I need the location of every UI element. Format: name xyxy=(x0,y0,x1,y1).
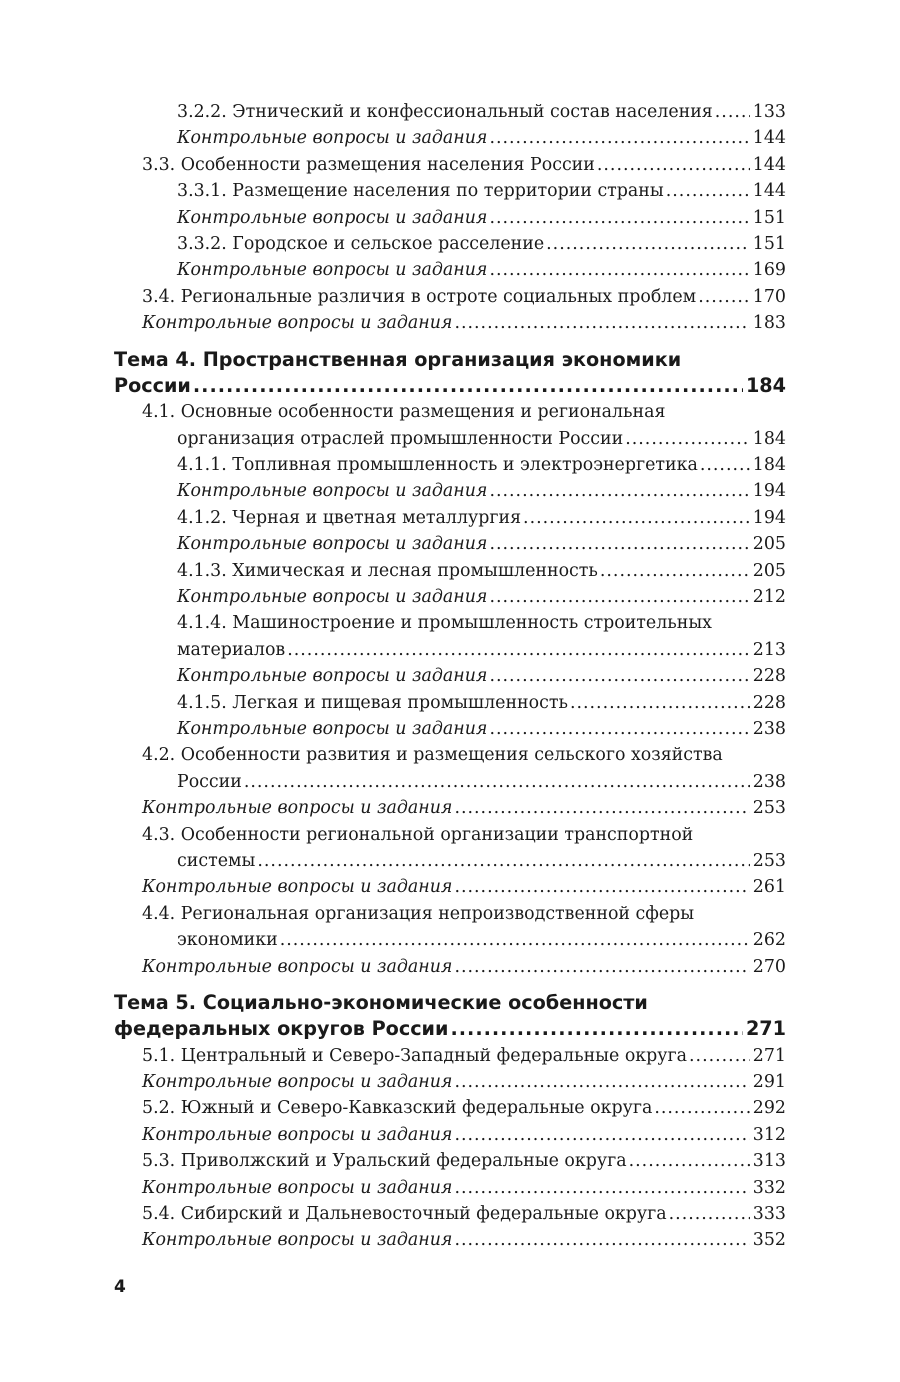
toc-entry-page: 333 xyxy=(752,1204,786,1225)
toc-entry-title: Контрольные вопросы и задания xyxy=(142,956,453,977)
toc-entry-title: 3.3.2. Городское и сельское расселение xyxy=(177,233,545,254)
toc-leader-dots xyxy=(454,874,749,900)
toc-entry-page: 184 xyxy=(745,373,786,397)
toc-entry-page: 205 xyxy=(752,534,786,555)
toc-topic-entry[interactable] xyxy=(114,990,786,1016)
toc-entry[interactable] xyxy=(177,452,786,478)
toc-leader-dots xyxy=(625,426,750,452)
toc-leader-dots xyxy=(666,178,750,204)
toc-leader-dots xyxy=(523,505,750,531)
toc-leader-dots xyxy=(193,373,743,399)
toc-entry[interactable] xyxy=(142,1043,786,1069)
toc-entry[interactable] xyxy=(177,769,786,795)
toc-topic-entry[interactable] xyxy=(114,347,786,373)
toc-entry-page: 144 xyxy=(752,154,786,175)
toc-leader-dots xyxy=(257,848,749,874)
toc-entry[interactable] xyxy=(142,1201,786,1227)
toc-leader-dots xyxy=(489,257,749,283)
toc-leader-dots xyxy=(287,637,750,663)
toc-leader-dots xyxy=(654,1095,749,1121)
toc-entry-title: Контрольные вопросы и задания xyxy=(142,313,453,334)
toc-entry[interactable] xyxy=(142,901,786,927)
toc-entry[interactable] xyxy=(142,822,786,848)
toc-entry-title: Контрольные вопросы и задания xyxy=(142,1177,453,1198)
toc-leader-dots xyxy=(454,954,749,980)
toc-entry-title: федеральных округов России xyxy=(114,1017,449,1041)
toc-entry-title: Тема 4. Пространственная организация экономики xyxy=(114,347,682,371)
toc-entry-title: системы xyxy=(177,850,256,871)
toc-entry[interactable] xyxy=(177,637,786,663)
toc-entry-page: 205 xyxy=(752,560,786,581)
toc-entry-title: 3.3.1. Размещение населения по территории страны xyxy=(177,181,664,202)
toc-entry-page: 213 xyxy=(752,639,786,660)
toc-entry[interactable] xyxy=(142,1095,786,1121)
toc-leader-dots xyxy=(669,1201,750,1227)
toc-leader-dots xyxy=(489,531,749,557)
toc-entry-title: России xyxy=(114,373,191,397)
toc-entry-page: 253 xyxy=(752,850,786,871)
toc-entry[interactable] xyxy=(177,927,786,953)
toc-entry-page: 271 xyxy=(745,1017,786,1041)
toc-questions-entry[interactable] xyxy=(142,874,786,900)
toc-questions-entry[interactable] xyxy=(177,125,786,151)
toc-entry-page: 271 xyxy=(752,1045,786,1066)
toc-entry[interactable] xyxy=(177,426,786,452)
toc-entry[interactable] xyxy=(177,690,786,716)
toc-entry-title: Контрольные вопросы и задания xyxy=(142,877,453,898)
toc-questions-entry[interactable] xyxy=(177,531,786,557)
toc-leader-dots xyxy=(489,125,749,151)
toc-topic-entry[interactable] xyxy=(114,373,786,399)
toc-entry-title: Контрольные вопросы и задания xyxy=(142,1124,453,1145)
toc-entry-page: 261 xyxy=(752,877,786,898)
toc-entry-title: 4.1.1. Топливная промышленность и электроэнергетика xyxy=(177,455,698,476)
toc-leader-dots xyxy=(600,558,750,584)
toc-entry-page: 144 xyxy=(752,181,786,202)
table-of-contents xyxy=(0,99,900,1254)
toc-entry-title: 3.3. Особенности размещения населения России xyxy=(142,154,595,175)
toc-entry-title: 4.2. Особенности развития и размещения сельского хозяйства xyxy=(142,745,723,766)
toc-leader-dots xyxy=(450,1016,742,1042)
toc-entry[interactable] xyxy=(177,505,786,531)
toc-entry[interactable] xyxy=(142,399,786,425)
toc-leader-dots xyxy=(489,663,749,689)
toc-entry-title: экономики xyxy=(177,930,278,951)
toc-leader-dots xyxy=(698,284,750,310)
toc-entry-page: 332 xyxy=(752,1177,786,1198)
toc-questions-entry[interactable] xyxy=(142,1227,786,1253)
toc-questions-entry[interactable] xyxy=(142,1122,786,1148)
toc-entry[interactable] xyxy=(142,152,786,178)
toc-leader-dots xyxy=(280,927,750,953)
toc-entry[interactable] xyxy=(177,610,786,636)
toc-leader-dots xyxy=(489,478,749,504)
toc-entry-title: 4.1.5. Легкая и пищевая промышленность xyxy=(177,692,568,713)
toc-entry-title: России xyxy=(177,771,242,792)
toc-entry-title: Контрольные вопросы и задания xyxy=(177,481,488,502)
toc-questions-entry[interactable] xyxy=(177,584,786,610)
toc-entry-title: Тема 5. Социально-экономические особенности xyxy=(114,990,648,1014)
toc-leader-dots xyxy=(689,1043,750,1069)
toc-entry[interactable] xyxy=(177,178,786,204)
toc-entry-page: 291 xyxy=(752,1072,786,1093)
toc-leader-dots xyxy=(454,310,749,336)
toc-leader-dots xyxy=(489,716,749,742)
toc-entry[interactable] xyxy=(177,848,786,874)
toc-entry-title: 4.3. Особенности региональной организации транспортной xyxy=(142,824,694,845)
page-number: 4 xyxy=(114,1277,126,1297)
toc-entry-title: Контрольные вопросы и задания xyxy=(177,128,488,149)
toc-leader-dots xyxy=(489,205,749,231)
toc-questions-entry[interactable] xyxy=(142,1175,786,1201)
toc-leader-dots xyxy=(489,584,749,610)
toc-topic-entry[interactable] xyxy=(114,1016,786,1042)
toc-entry-title: Контрольные вопросы и задания xyxy=(177,666,488,687)
toc-questions-entry[interactable] xyxy=(142,795,786,821)
toc-entry-title: 4.1.4. Машиностроение и промышленность строительных xyxy=(177,613,712,634)
toc-entry-title: 5.1. Центральный и Северо-Западный федеральные округа xyxy=(142,1045,688,1066)
toc-entry-title: Контрольные вопросы и задания xyxy=(177,718,488,739)
toc-entry-title: 4.1.3. Химическая и лесная промышленность xyxy=(177,560,598,581)
toc-leader-dots xyxy=(715,99,750,125)
toc-entry[interactable] xyxy=(177,99,786,125)
toc-entry[interactable] xyxy=(177,231,786,257)
toc-entry-page: 228 xyxy=(752,666,786,687)
toc-entry-page: 212 xyxy=(752,587,786,608)
toc-questions-entry[interactable] xyxy=(177,716,786,742)
toc-entry-page: 151 xyxy=(752,207,786,228)
toc-entry-title: 4.1.2. Черная и цветная металлургия xyxy=(177,507,522,528)
toc-entry-title: Контрольные вопросы и задания xyxy=(177,534,488,555)
toc-leader-dots xyxy=(629,1148,750,1174)
toc-entry-title: 5.4. Сибирский и Дальневосточный федеральные округа xyxy=(142,1204,667,1225)
toc-questions-entry[interactable] xyxy=(142,954,786,980)
toc-entry-page: 133 xyxy=(752,102,786,122)
toc-entry-page: 184 xyxy=(752,455,786,476)
toc-entry[interactable] xyxy=(142,1148,786,1174)
toc-entry-page: 170 xyxy=(752,286,786,307)
toc-leader-dots xyxy=(454,1069,749,1095)
toc-leader-dots xyxy=(597,152,750,178)
toc-entry-page: 262 xyxy=(752,930,786,951)
toc-entry-page: 312 xyxy=(752,1124,786,1145)
toc-entry-page: 151 xyxy=(752,233,786,254)
toc-entry-page: 270 xyxy=(752,956,786,977)
toc-entry-page: 238 xyxy=(752,718,786,739)
toc-entry-title: материалов xyxy=(177,639,286,660)
toc-entry[interactable] xyxy=(142,742,786,768)
toc-leader-dots xyxy=(454,1175,749,1201)
toc-leader-dots xyxy=(454,1122,749,1148)
toc-entry-title: Контрольные вопросы и задания xyxy=(177,260,488,281)
toc-entry-title: 5.2. Южный и Северо-Кавказский федеральные округа xyxy=(142,1098,653,1119)
toc-leader-dots xyxy=(700,452,750,478)
toc-entry-page: 194 xyxy=(752,507,786,528)
toc-entry-page: 144 xyxy=(752,128,786,149)
toc-entry-title: Контрольные вопросы и задания xyxy=(177,207,488,228)
toc-entry-page: 183 xyxy=(752,313,786,334)
toc-entry-page: 184 xyxy=(752,428,786,449)
toc-entry-page: 292 xyxy=(752,1098,786,1119)
toc-entry[interactable] xyxy=(177,558,786,584)
toc-entry-page: 238 xyxy=(752,771,786,792)
toc-entry-page: 352 xyxy=(752,1230,786,1251)
toc-leader-dots xyxy=(546,231,750,257)
toc-questions-entry[interactable] xyxy=(142,1069,786,1095)
toc-leader-dots xyxy=(244,769,750,795)
toc-entry[interactable] xyxy=(142,284,786,310)
toc-entry-title: Контрольные вопросы и задания xyxy=(142,798,453,819)
toc-entry-page: 169 xyxy=(752,260,786,281)
toc-entry-title: Контрольные вопросы и задания xyxy=(177,587,488,608)
toc-leader-dots xyxy=(570,690,750,716)
toc-leader-dots xyxy=(454,1227,749,1253)
toc-entry-page: 194 xyxy=(752,481,786,502)
toc-entry-page: 253 xyxy=(752,798,786,819)
toc-questions-entry[interactable] xyxy=(142,310,786,336)
toc-entry-page: 228 xyxy=(752,692,786,713)
toc-entry-title: 5.3. Приволжский и Уральский федеральные округа xyxy=(142,1151,627,1172)
toc-entry-title: Контрольные вопросы и задания xyxy=(142,1072,453,1093)
toc-questions-entry[interactable] xyxy=(177,478,786,504)
toc-entry-title: организация отраслей промышленности России xyxy=(177,428,624,449)
toc-questions-entry[interactable] xyxy=(177,257,786,283)
toc-entry-title: 3.2.2. Этнический и конфессиональный состав населения xyxy=(177,102,713,122)
toc-entry-page: 313 xyxy=(752,1151,786,1172)
toc-questions-entry[interactable] xyxy=(177,205,786,231)
toc-entry-title: Контрольные вопросы и задания xyxy=(142,1230,453,1251)
toc-leader-dots xyxy=(454,795,749,821)
toc-questions-entry[interactable] xyxy=(177,663,786,689)
toc-entry-title: 3.4. Региональные различия в остроте социальных проблем xyxy=(142,286,697,307)
toc-entry-title: 4.1. Основные особенности размещения и региональная xyxy=(142,402,666,423)
toc-entry-title: 4.4. Региональная организация непроизводственной сферы xyxy=(142,903,695,924)
